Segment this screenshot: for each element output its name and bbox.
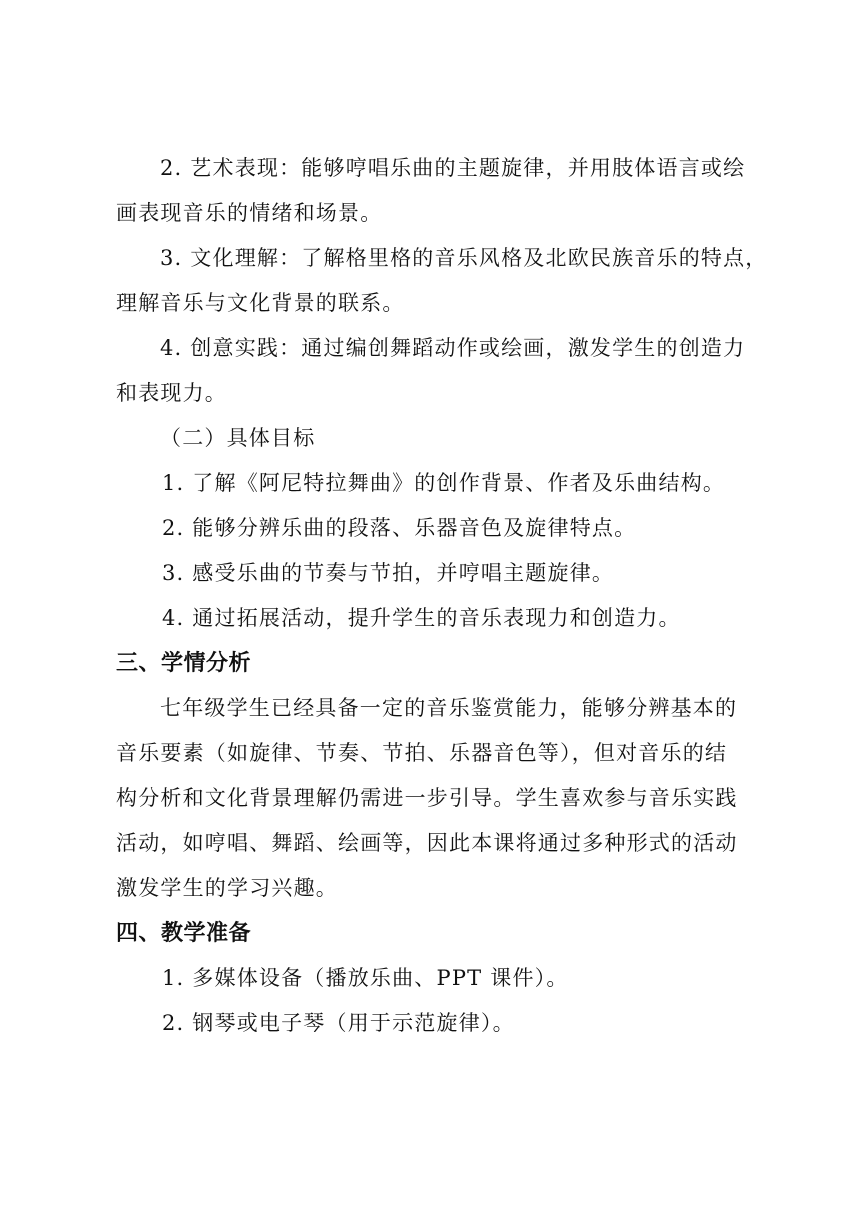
- section-3-paragraph-line: 激发学生的学习兴趣。: [116, 876, 338, 900]
- specific-goal-item: 1. 了解《阿尼特拉舞曲》的创作背景、作者及乐曲结构。: [162, 471, 726, 495]
- section-3-paragraph-line: 构分析和文化背景理解仍需进一步引导。学生喜欢参与音乐实践: [116, 786, 738, 810]
- goal-3-line-2: 理解音乐与文化背景的联系。: [116, 291, 405, 315]
- section-3-heading: 三、学情分析: [116, 651, 252, 676]
- specific-goal-item: 3. 感受乐曲的节奏与节拍，并哼唱主题旋律。: [162, 561, 615, 585]
- goal-4-line-1: 4. 创意实践：通过编创舞蹈动作或绘画，激发学生的创造力: [160, 336, 746, 360]
- section-3-paragraph-line: 七年级学生已经具备一定的音乐鉴赏能力，能够分辨基本的: [160, 696, 738, 720]
- goal-4-line-2: 和表现力。: [116, 381, 227, 405]
- goal-2-line-1: 2. 艺术表现：能够哼唱乐曲的主题旋律，并用肢体语言或绘: [160, 156, 746, 180]
- section-3-paragraph-line: 音乐要素（如旋律、节奏、节拍、乐器音色等），但对音乐的结: [116, 741, 728, 765]
- goal-2-line-2: 画表现音乐的情绪和场景。: [116, 201, 383, 225]
- specific-goal-item: 4. 通过拓展活动，提升学生的音乐表现力和创造力。: [162, 606, 681, 630]
- preparation-item: 1. 多媒体设备（播放乐曲、PPT 课件）。: [162, 966, 569, 990]
- specific-goals-title: （二）具体目标: [160, 426, 316, 450]
- specific-goal-item: 2. 能够分辨乐曲的段落、乐器音色及旋律特点。: [162, 516, 637, 540]
- goal-3-line-1: 3. 文化理解：了解格里格的音乐风格及北欧民族音乐的特点，: [160, 246, 768, 270]
- section-4-heading: 四、教学准备: [116, 921, 252, 946]
- section-3-paragraph-line: 活动，如哼唱、舞蹈、绘画等，因此本课将通过多种形式的活动: [116, 831, 738, 855]
- preparation-item: 2. 钢琴或电子琴（用于示范旋律）。: [162, 1011, 515, 1035]
